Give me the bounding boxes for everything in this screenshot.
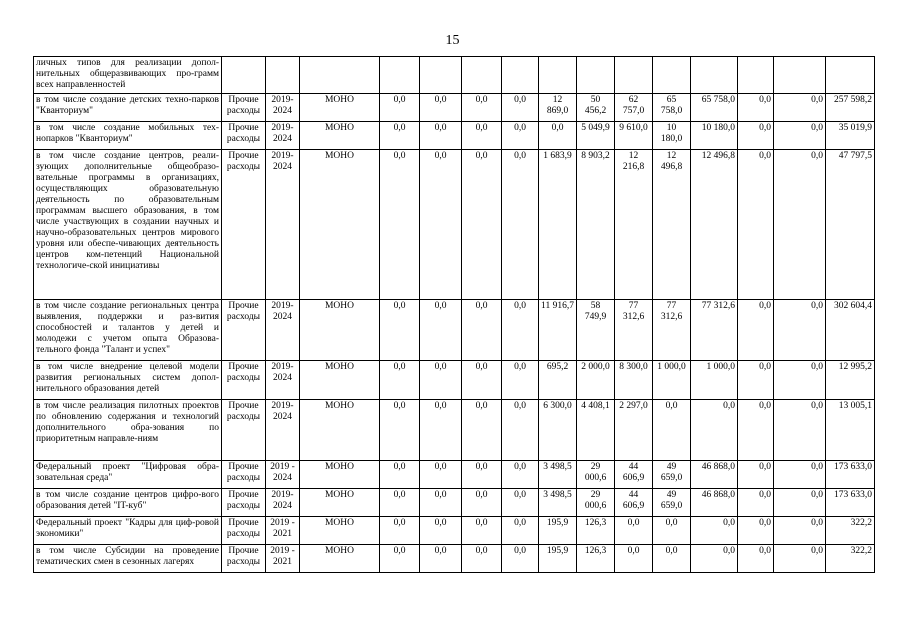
value-cell: 0,0 xyxy=(502,94,539,122)
value-cell: 0,0 xyxy=(738,94,774,122)
executor-cell: МОНО xyxy=(300,400,380,461)
expense-type-cell: Прочие расходы xyxy=(222,94,266,122)
table-row xyxy=(34,489,875,517)
value-cell: 44 606,9 xyxy=(615,489,653,517)
table-row xyxy=(34,94,875,122)
value-cell: 0,0 xyxy=(653,545,691,573)
value-cell: 0,0 xyxy=(502,361,539,400)
value-cell: 65 758,0 xyxy=(653,94,691,122)
value-cell: 10 180,0 xyxy=(653,122,691,150)
value-cell: 0,0 xyxy=(653,517,691,545)
value-cell: 0,0 xyxy=(738,400,774,461)
value-cell xyxy=(774,57,826,94)
period-cell: 2019-2024 xyxy=(266,300,300,361)
row-description: в том числе создание региональных центра выявления, поддержки и раз-вития способностей и талантов у детей и молодежи с учетом опыта Образова-тельного фонда "Талант и успех" xyxy=(34,300,222,361)
value-cell: 1 000,0 xyxy=(653,361,691,400)
value-cell: 35 019,9 xyxy=(826,122,875,150)
value-cell: 29 000,6 xyxy=(577,461,615,489)
expense-type-cell: Прочие расходы xyxy=(222,300,266,361)
value-cell xyxy=(502,57,539,94)
value-cell: 0,0 xyxy=(774,461,826,489)
value-cell: 0,0 xyxy=(462,150,502,300)
row-description: в том числе создание центров цифро-вого образования детей "IT-куб" xyxy=(34,489,222,517)
value-cell: 0,0 xyxy=(774,545,826,573)
value-cell: 1 683,9 xyxy=(539,150,577,300)
expense-type-cell: Прочие расходы xyxy=(222,489,266,517)
table-row xyxy=(34,300,875,361)
value-cell: 173 633,0 xyxy=(826,461,875,489)
value-cell: 0,0 xyxy=(462,361,502,400)
value-cell: 302 604,4 xyxy=(826,300,875,361)
value-cell: 0,0 xyxy=(774,361,826,400)
period-cell: 2019-2024 xyxy=(266,94,300,122)
value-cell: 44 606,9 xyxy=(615,461,653,489)
value-cell: 1 000,0 xyxy=(691,361,738,400)
value-cell: 12 216,8 xyxy=(615,150,653,300)
page-number: 15 xyxy=(445,33,460,48)
value-cell: 3 498,5 xyxy=(539,461,577,489)
value-cell: 0,0 xyxy=(502,150,539,300)
expense-type-cell: Прочие расходы xyxy=(222,150,266,300)
executor-cell: МОНО xyxy=(300,461,380,489)
value-cell: 0,0 xyxy=(502,122,539,150)
executor-cell: МОНО xyxy=(300,489,380,517)
value-cell: 0,0 xyxy=(380,150,420,300)
value-cell: 0,0 xyxy=(738,461,774,489)
value-cell: 12 496,8 xyxy=(691,150,738,300)
value-cell xyxy=(691,57,738,94)
period-cell: 2019 - 2021 xyxy=(266,545,300,573)
row-description: личных типов для реализации допол-нительных общеразвивающих про-грамм всех направленностей xyxy=(34,57,222,94)
value-cell: 49 659,0 xyxy=(653,461,691,489)
value-cell xyxy=(826,57,875,94)
value-cell: 0,0 xyxy=(462,461,502,489)
period-cell: 2019-2024 xyxy=(266,489,300,517)
value-cell xyxy=(380,57,420,94)
value-cell: 58 749,9 xyxy=(577,300,615,361)
value-cell: 0,0 xyxy=(738,517,774,545)
expense-type-cell: Прочие расходы xyxy=(222,122,266,150)
value-cell: 0,0 xyxy=(774,300,826,361)
value-cell: 0,0 xyxy=(462,94,502,122)
expense-type-cell: Прочие расходы xyxy=(222,461,266,489)
value-cell: 0,0 xyxy=(502,545,539,573)
period-cell: 2019 - 2024 xyxy=(266,461,300,489)
period-cell: 2019-2024 xyxy=(266,361,300,400)
executor-cell: МОНО xyxy=(300,300,380,361)
value-cell: 2 000,0 xyxy=(577,361,615,400)
value-cell: 0,0 xyxy=(738,361,774,400)
value-cell xyxy=(420,57,462,94)
value-cell: 695,2 xyxy=(539,361,577,400)
expense-type-cell: Прочие расходы xyxy=(222,361,266,400)
expense-type-cell: Прочие расходы xyxy=(222,545,266,573)
value-cell: 322,2 xyxy=(826,545,875,573)
value-cell: 0,0 xyxy=(420,122,462,150)
value-cell: 0,0 xyxy=(462,300,502,361)
row-description: в том числе реализация пилотных проектов по обновлению содержания и технологий дополнительного обра-зования по приоритетным направле-ниям xyxy=(34,400,222,461)
value-cell: 0,0 xyxy=(420,94,462,122)
value-cell: 2 297,0 xyxy=(615,400,653,461)
expense-type-cell: Прочие расходы xyxy=(222,400,266,461)
value-cell: 0,0 xyxy=(420,517,462,545)
value-cell: 0,0 xyxy=(774,94,826,122)
value-cell: 77 312,6 xyxy=(691,300,738,361)
value-cell: 5 049,9 xyxy=(577,122,615,150)
budget-table xyxy=(33,56,875,573)
value-cell: 46 868,0 xyxy=(691,489,738,517)
value-cell: 0,0 xyxy=(502,300,539,361)
executor-cell: МОНО xyxy=(300,150,380,300)
value-cell: 46 868,0 xyxy=(691,461,738,489)
table-row xyxy=(34,57,875,94)
value-cell: 0,0 xyxy=(774,517,826,545)
value-cell: 0,0 xyxy=(738,150,774,300)
value-cell: 0,0 xyxy=(380,400,420,461)
value-cell: 0,0 xyxy=(774,150,826,300)
value-cell: 0,0 xyxy=(738,545,774,573)
executor-cell: МОНО xyxy=(300,94,380,122)
value-cell xyxy=(539,57,577,94)
value-cell: 0,0 xyxy=(420,361,462,400)
value-cell: 9 610,0 xyxy=(615,122,653,150)
value-cell: 0,0 xyxy=(462,545,502,573)
period-cell xyxy=(266,57,300,94)
table-row xyxy=(34,461,875,489)
value-cell xyxy=(738,57,774,94)
value-cell: 65 758,0 xyxy=(691,94,738,122)
executor-cell: МОНО xyxy=(300,361,380,400)
value-cell: 195,9 xyxy=(539,517,577,545)
value-cell: 173 633,0 xyxy=(826,489,875,517)
executor-cell: МОНО xyxy=(300,122,380,150)
row-description: в том числе создание центров, реали-зующих дополнительные общеобразо-вательные программы в организациях, осуществляющих образовательную деятельность по образовательным программам высшего образования, в том числе участвующих в создании научных и научно-образовательных центров мирового уровня или обеспе-чивающих деятельность центров ком-петенций Национальной технологиче-ской инициативы xyxy=(34,150,222,300)
value-cell: 0,0 xyxy=(420,489,462,517)
value-cell: 77 312,6 xyxy=(653,300,691,361)
value-cell: 77 312,6 xyxy=(615,300,653,361)
value-cell: 0,0 xyxy=(502,517,539,545)
row-description: в том числе Субсидии на проведение тематических смен в сезонных лагерях xyxy=(34,545,222,573)
value-cell xyxy=(615,57,653,94)
value-cell: 0,0 xyxy=(380,517,420,545)
table-row xyxy=(34,517,875,545)
value-cell: 0,0 xyxy=(420,400,462,461)
value-cell: 0,0 xyxy=(691,400,738,461)
value-cell: 195,9 xyxy=(539,545,577,573)
value-cell xyxy=(577,57,615,94)
value-cell: 257 598,2 xyxy=(826,94,875,122)
value-cell: 0,0 xyxy=(502,400,539,461)
value-cell: 126,3 xyxy=(577,545,615,573)
value-cell: 4 408,1 xyxy=(577,400,615,461)
value-cell: 0,0 xyxy=(462,400,502,461)
value-cell: 11 916,7 xyxy=(539,300,577,361)
value-cell: 62 757,0 xyxy=(615,94,653,122)
value-cell: 13 005,1 xyxy=(826,400,875,461)
expense-type-cell: Прочие расходы xyxy=(222,517,266,545)
value-cell: 0,0 xyxy=(774,489,826,517)
table-row xyxy=(34,361,875,400)
table-row xyxy=(34,150,875,300)
value-cell: 0,0 xyxy=(380,94,420,122)
value-cell: 0,0 xyxy=(502,489,539,517)
value-cell xyxy=(653,57,691,94)
row-description: в том числе создание детских техно-парков "Кванториум" xyxy=(34,94,222,122)
value-cell: 0,0 xyxy=(738,300,774,361)
value-cell: 0,0 xyxy=(462,517,502,545)
value-cell: 0,0 xyxy=(615,517,653,545)
value-cell: 0,0 xyxy=(420,461,462,489)
table-row xyxy=(34,545,875,573)
value-cell: 0,0 xyxy=(462,122,502,150)
value-cell: 126,3 xyxy=(577,517,615,545)
value-cell: 0,0 xyxy=(691,517,738,545)
period-cell: 2019-2024 xyxy=(266,150,300,300)
value-cell: 0,0 xyxy=(774,400,826,461)
value-cell: 0,0 xyxy=(380,122,420,150)
value-cell: 29 000,6 xyxy=(577,489,615,517)
value-cell: 3 498,5 xyxy=(539,489,577,517)
value-cell: 0,0 xyxy=(380,461,420,489)
value-cell: 0,0 xyxy=(539,122,577,150)
value-cell: 0,0 xyxy=(691,545,738,573)
value-cell: 0,0 xyxy=(653,400,691,461)
value-cell: 0,0 xyxy=(738,489,774,517)
value-cell: 322,2 xyxy=(826,517,875,545)
value-cell: 49 659,0 xyxy=(653,489,691,517)
value-cell: 0,0 xyxy=(615,545,653,573)
row-description: в том числе внедрение целевой модели развития региональных систем допол-нительного образования детей xyxy=(34,361,222,400)
value-cell: 12 995,2 xyxy=(826,361,875,400)
executor-cell: МОНО xyxy=(300,545,380,573)
value-cell: 0,0 xyxy=(420,300,462,361)
value-cell xyxy=(462,57,502,94)
value-cell: 12 869,0 xyxy=(539,94,577,122)
value-cell: 6 300,0 xyxy=(539,400,577,461)
value-cell: 50 456,2 xyxy=(577,94,615,122)
value-cell: 8 300,0 xyxy=(615,361,653,400)
row-description: в том числе создание мобильных тех-нопарков "Кванториум" xyxy=(34,122,222,150)
table-row xyxy=(34,122,875,150)
value-cell: 12 496,8 xyxy=(653,150,691,300)
expense-type-cell xyxy=(222,57,266,94)
value-cell: 47 797,5 xyxy=(826,150,875,300)
value-cell: 8 903,2 xyxy=(577,150,615,300)
value-cell: 0,0 xyxy=(502,461,539,489)
value-cell: 0,0 xyxy=(380,361,420,400)
value-cell: 0,0 xyxy=(774,122,826,150)
value-cell: 0,0 xyxy=(380,489,420,517)
period-cell: 2019 - 2021 xyxy=(266,517,300,545)
value-cell: 0,0 xyxy=(380,545,420,573)
value-cell: 0,0 xyxy=(420,545,462,573)
value-cell: 10 180,0 xyxy=(691,122,738,150)
value-cell: 0,0 xyxy=(380,300,420,361)
value-cell: 0,0 xyxy=(420,150,462,300)
executor-cell xyxy=(300,57,380,94)
executor-cell: МОНО xyxy=(300,517,380,545)
row-description: Федеральный проект "Цифровая обра-зовательная среда" xyxy=(34,461,222,489)
period-cell: 2019-2024 xyxy=(266,400,300,461)
value-cell: 0,0 xyxy=(738,122,774,150)
value-cell: 0,0 xyxy=(462,489,502,517)
table-row xyxy=(34,400,875,461)
row-description: Федеральный проект "Кадры для циф-ровой экономики" xyxy=(34,517,222,545)
period-cell: 2019-2024 xyxy=(266,122,300,150)
